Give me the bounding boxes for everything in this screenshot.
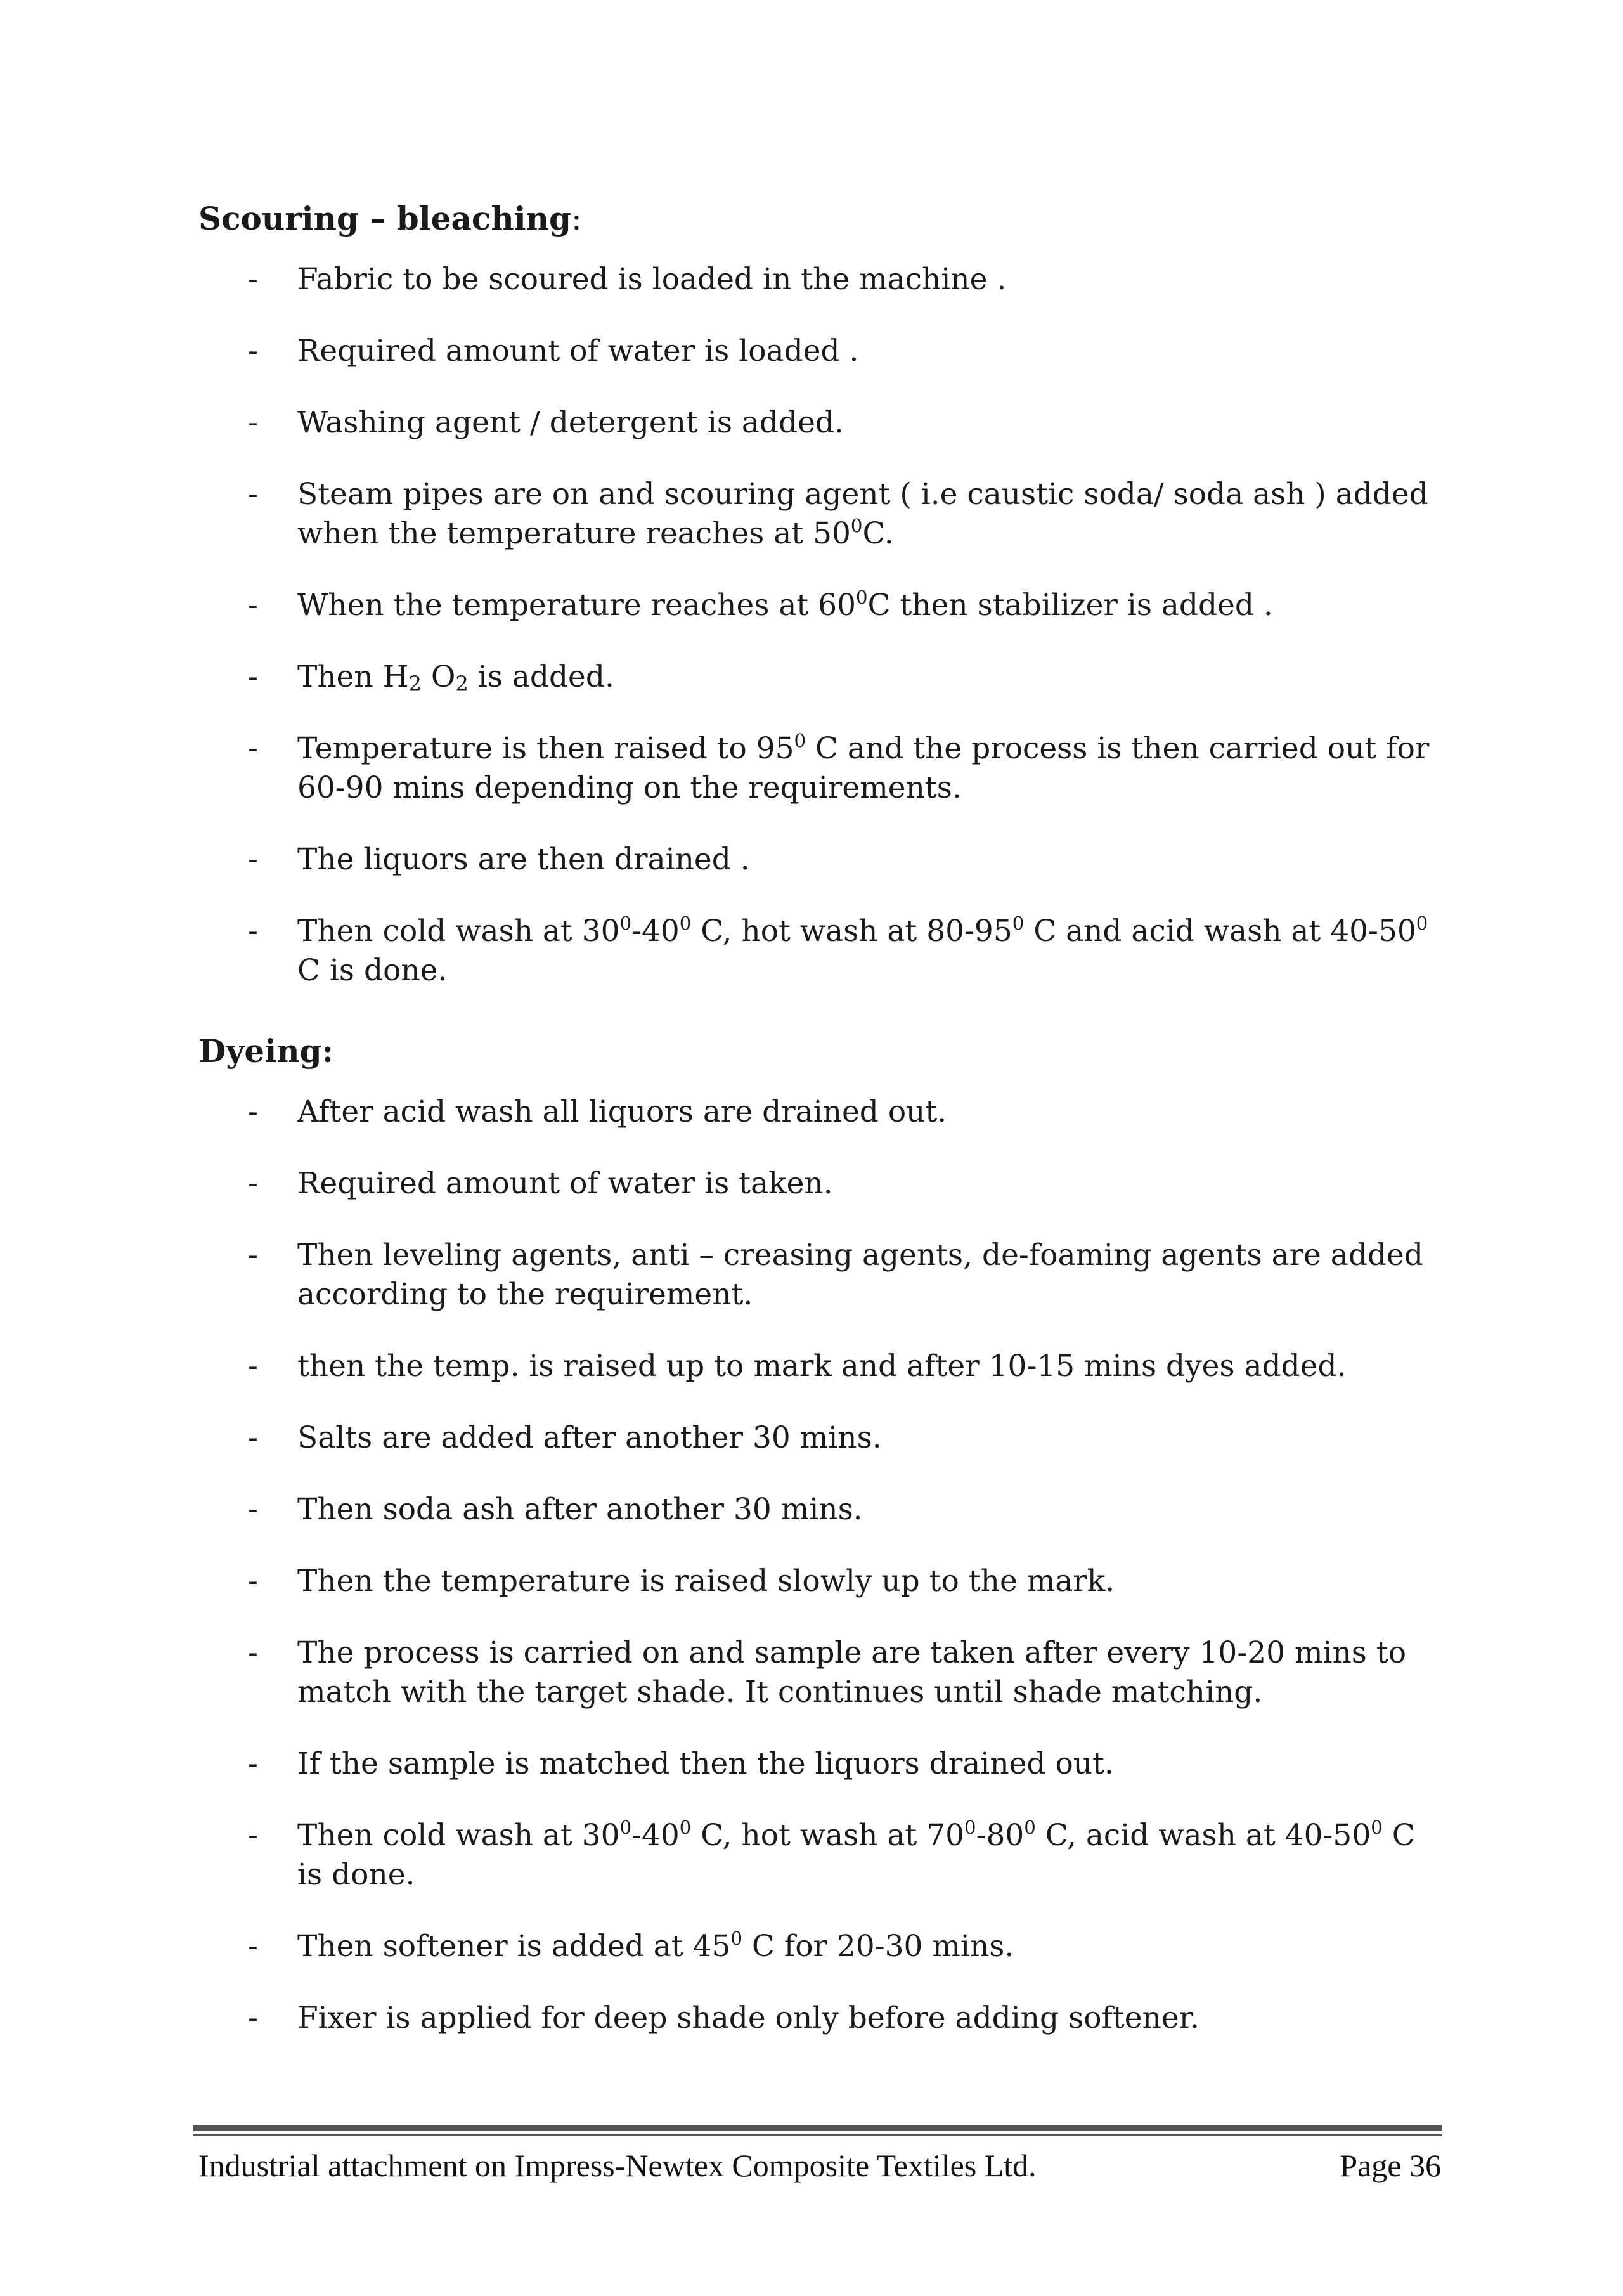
list-item-text: [297, 659, 614, 694]
bullet-dash: -: [248, 2001, 258, 2035]
list-item: [198, 586, 1441, 625]
text-run: Then H: [297, 659, 409, 694]
text-run: Then soda ash after another 30 mins.: [297, 1492, 863, 1527]
bullet-dash: -: [248, 1420, 258, 1455]
list-item: [198, 1633, 1441, 1712]
bullet-dash: -: [248, 1635, 258, 1670]
text-run: Required amount of water is loaded .: [297, 334, 859, 368]
superscript: 0: [855, 586, 868, 608]
heading-text: Dyeing:: [198, 1032, 333, 1070]
superscript: 0: [619, 912, 632, 934]
list-item-text: [297, 1420, 882, 1455]
text-run: When the temperature reaches at 60: [297, 588, 856, 623]
list-item-text: [297, 1492, 863, 1527]
text-run: C is done.: [297, 1818, 1415, 1892]
text-run: Fabric to be scoured is loaded in the machine .: [297, 262, 1007, 297]
bullet-dash: -: [248, 1094, 258, 1129]
text-run: -40: [631, 1818, 680, 1853]
list-item: [198, 260, 1441, 299]
list-item-text: [297, 262, 1006, 297]
list-item: [198, 912, 1441, 990]
text-run: then the temp. is raised up to mark and after 10-15 mins dyes added.: [297, 1349, 1347, 1384]
bullet-dash: -: [248, 1929, 258, 1964]
bullet-dash: -: [248, 659, 258, 694]
dyeing-steps-list: [198, 1093, 1441, 2038]
footer-rule-thin: [193, 2134, 1442, 2136]
list-item-text: [297, 914, 1428, 988]
list-item: [198, 1744, 1441, 1784]
bullet-dash: -: [248, 588, 258, 623]
text-run: C for 20-30 mins.: [742, 1929, 1014, 1964]
text-run: Salts are added after another 30 mins.: [297, 1420, 882, 1455]
text-run: C, hot wash at 70: [691, 1818, 965, 1853]
footer-rule-thick: [193, 2125, 1442, 2131]
superscript: 0: [679, 912, 692, 934]
superscript: 0: [964, 1816, 976, 1838]
text-run: Washing agent / detergent is added.: [297, 405, 844, 440]
list-item-text: [297, 1929, 1014, 1964]
text-run: Steam pipes are on and scouring agent ( i.e caustic soda/ soda ash ) added when the temperature reaches at 50: [297, 477, 1428, 551]
superscript: 0: [1012, 912, 1025, 934]
list-item: [198, 1816, 1441, 1895]
text-run: C, acid wash at 40-50: [1035, 1818, 1371, 1853]
list-item: [198, 1418, 1441, 1458]
scouring-steps-list: [198, 260, 1441, 990]
list-item: [198, 658, 1441, 697]
text-run: Then the temperature is raised slowly up to the mark.: [297, 1564, 1115, 1599]
text-run: -80: [976, 1818, 1025, 1853]
text-run: If the sample is matched then the liquors drained out.: [297, 1746, 1114, 1781]
list-item-text: [297, 1564, 1115, 1599]
list-item: [198, 840, 1441, 879]
bullet-dash: -: [248, 334, 258, 368]
superscript: 0: [679, 1816, 692, 1838]
superscript: 0: [730, 1927, 742, 1949]
bullet-dash: -: [248, 1746, 258, 1781]
list-item-text: [297, 842, 750, 877]
list-item-text: [297, 405, 844, 440]
text-run: Then softener is added at 45: [297, 1929, 731, 1964]
text-run: Then leveling agents, anti – creasing agents, de-foaming agents are added according to the requirement.: [297, 1238, 1423, 1312]
text-run: Then cold wash at 30: [297, 1818, 620, 1853]
bullet-dash: -: [248, 262, 258, 297]
list-item-text: [297, 334, 858, 368]
list-item: [198, 1927, 1441, 1966]
text-run: C and acid wash at 40-50: [1024, 914, 1416, 949]
superscript: 0: [850, 514, 863, 536]
text-run: Required amount of water is taken.: [297, 1166, 833, 1201]
superscript: 0: [1416, 912, 1428, 934]
bullet-dash: -: [248, 1349, 258, 1384]
text-run: is added.: [468, 659, 614, 694]
superscript: 0: [619, 1816, 632, 1838]
list-item: [198, 729, 1441, 808]
list-item: [198, 1999, 1441, 2038]
list-item: [198, 1164, 1441, 1203]
bullet-dash: -: [248, 731, 258, 766]
bullet-dash: -: [248, 405, 258, 440]
list-item-text: [297, 731, 1429, 805]
superscript: 0: [794, 729, 806, 751]
superscript: 0: [1024, 1816, 1036, 1838]
list-item-text: [297, 2001, 1199, 2035]
bullet-dash: -: [248, 1492, 258, 1527]
section-heading-dyeing: [198, 1023, 1441, 1080]
bullet-dash: -: [248, 477, 258, 512]
list-item: [198, 1562, 1441, 1601]
list-item: [198, 475, 1441, 554]
text-run: Temperature is then raised to 95: [297, 731, 794, 766]
page-number: Page 36: [1340, 2148, 1441, 2183]
list-item: [198, 1347, 1441, 1386]
section-heading-scouring: [198, 190, 1441, 247]
text-run: Then cold wash at 30: [297, 914, 620, 949]
list-item-text: [297, 1094, 947, 1129]
bullet-dash: -: [248, 1166, 258, 1201]
text-run: C then stabilizer is added .: [867, 588, 1273, 623]
list-item-text: [297, 1238, 1423, 1312]
text-run: The liquors are then drained .: [297, 842, 750, 877]
bullet-dash: -: [248, 914, 258, 949]
list-item: [198, 1490, 1441, 1529]
text-run: C.: [862, 516, 894, 551]
text-run: O: [421, 659, 456, 694]
text-run: -40: [631, 914, 680, 949]
bullet-dash: -: [248, 1564, 258, 1599]
bullet-dash: -: [248, 842, 258, 877]
text-run: The process is carried on and sample are taken after every 10-20 mins to match with the target shade. It continues until shade matching.: [297, 1635, 1407, 1709]
list-item-text: [297, 1635, 1406, 1709]
text-run: C, hot wash at 80-95: [691, 914, 1012, 949]
list-item-text: [297, 588, 1273, 623]
text-run: Fixer is applied for deep shade only before adding softener.: [297, 2001, 1199, 2035]
bullet-dash: -: [248, 1238, 258, 1273]
footer-title: Industrial attachment on Impress-Newtex Composite Textiles Ltd.: [198, 2148, 1037, 2183]
heading-text: Scouring – bleaching: [198, 200, 571, 237]
list-item: [198, 1236, 1441, 1314]
subscript: 2: [408, 671, 422, 696]
list-item-text: [297, 1818, 1415, 1892]
list-item: [198, 332, 1441, 371]
list-item-text: [297, 1349, 1347, 1384]
document-body: [198, 190, 1441, 2070]
heading-colon: :: [571, 200, 582, 237]
list-item: [198, 1093, 1441, 1132]
subscript: 2: [455, 671, 469, 696]
list-item-text: [297, 477, 1428, 551]
bullet-dash: -: [248, 1818, 258, 1853]
superscript: 0: [1371, 1816, 1383, 1838]
list-item-text: [297, 1746, 1114, 1781]
text-run: After acid wash all liquors are drained out.: [297, 1094, 947, 1129]
text-run: C and the process is then carried out for 60-90 mins depending on the requirements.: [297, 731, 1430, 805]
text-run: C is done.: [297, 953, 448, 988]
list-item-text: [297, 1166, 833, 1201]
list-item: [198, 403, 1441, 443]
